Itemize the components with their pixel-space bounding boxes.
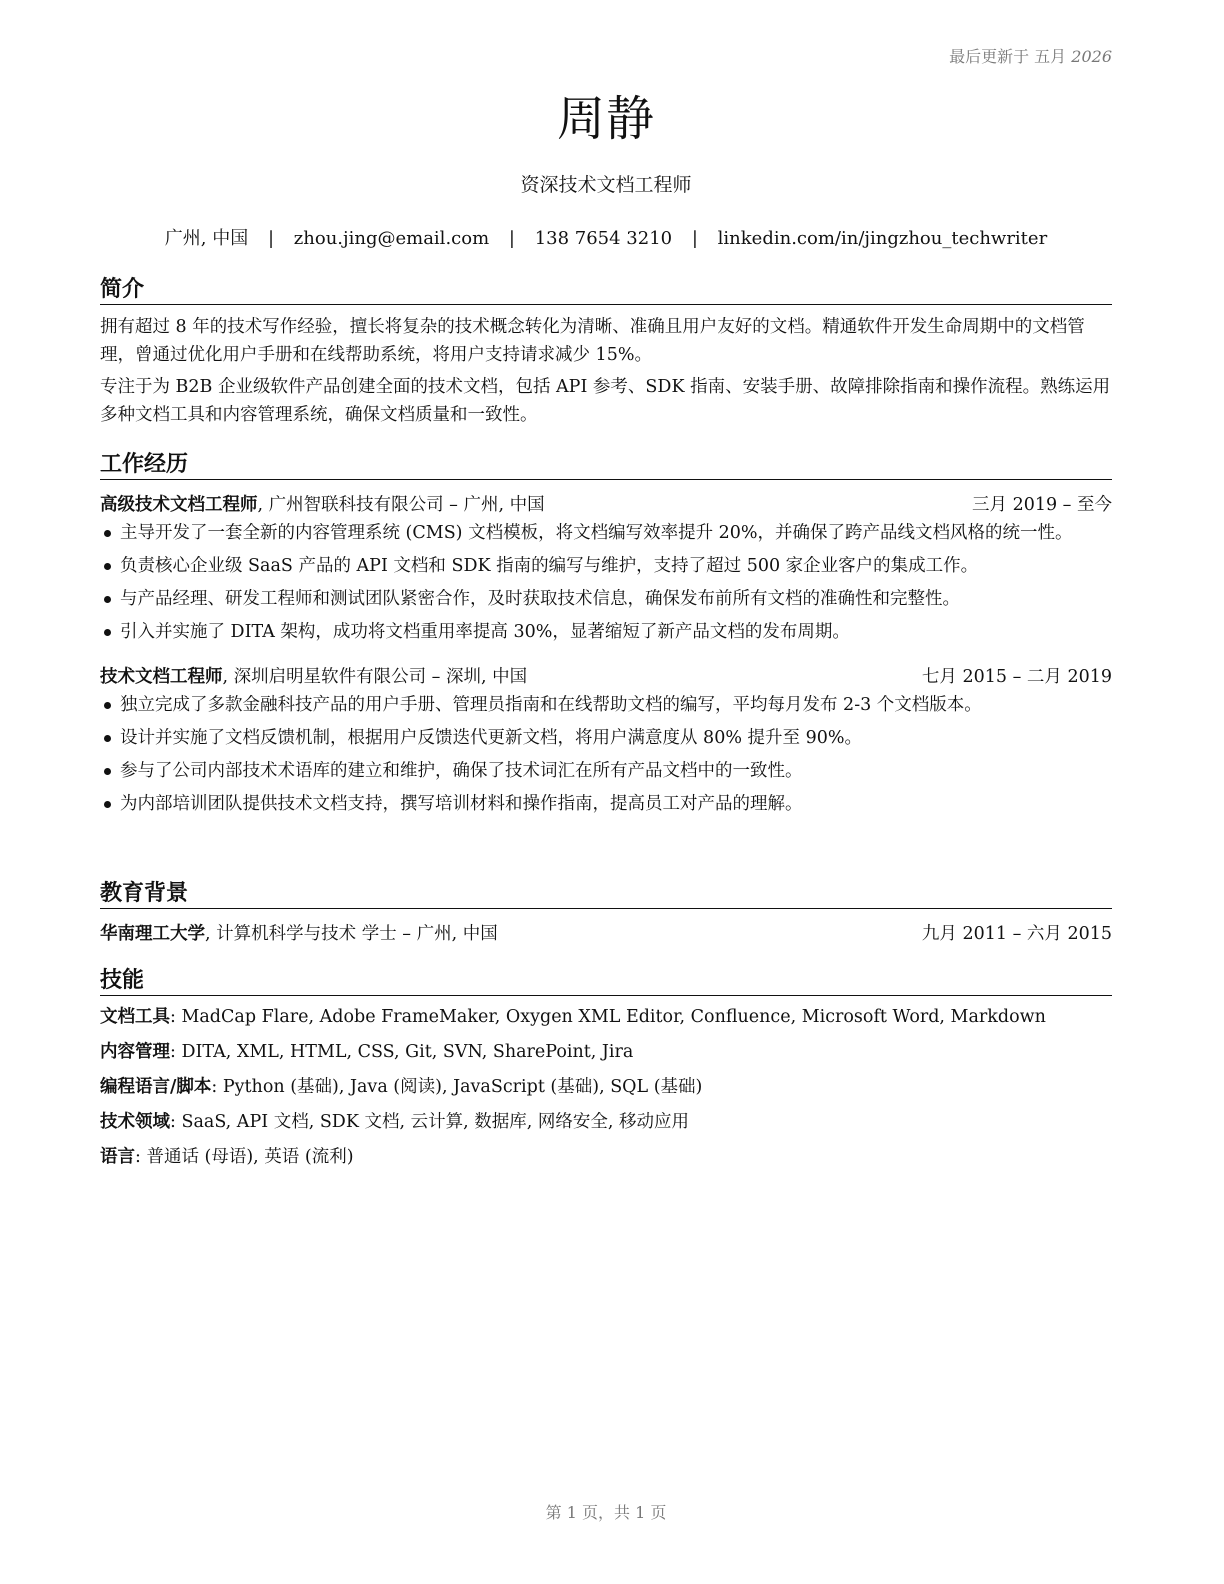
- job-title: 资深技术文档工程师: [520, 174, 692, 196]
- contact-location: 广州, 中国: [164, 228, 249, 249]
- skill-value: : Python (基础), Java (阅读), JavaScript (基础), SQL (基础): [211, 1077, 703, 1097]
- skill-label: 内容管理: [100, 1042, 170, 1062]
- job-bullet: 负责核心企业级 SaaS 产品的 API 文档和 SDK 指南的编写与维护，支持了超过 500 家企业客户的集成工作。: [100, 553, 1112, 580]
- resume-page: [100, 0, 1112, 1584]
- skill-label: 技术领域: [100, 1112, 170, 1132]
- last-updated-label: 最后更新于 五月: [949, 47, 1067, 66]
- skills-heading: 技能: [100, 967, 1112, 996]
- job-bullet: 参与了公司内部技术术语库的建立和维护，确保了技术词汇在所有产品文档中的一致性。: [100, 758, 1112, 785]
- job-entry: [100, 664, 1112, 818]
- education-dates: 九月 2011 – 六月 2015: [921, 924, 1112, 944]
- contact-separator: |: [508, 228, 515, 249]
- skill-line: [100, 1109, 1112, 1136]
- summary-heading: 简介: [100, 276, 1112, 305]
- skills-section: [100, 967, 1112, 1171]
- education-detail: , 计算机科学与技术 学士 – 广州, 中国: [205, 924, 498, 944]
- person-name: 周静: [556, 91, 655, 147]
- summary-paragraph: 拥有超过 8 年的技术写作经验，擅长将复杂的技术概念转化为清晰、准确且用户友好的文档。精通软件开发生命周期中的文档管理，曾通过优化用户手册和在线帮助系统，将用户支持请求减少 15%。: [100, 317, 1085, 365]
- job-role: 高级技术文档工程师: [100, 495, 258, 515]
- job-dates: 三月 2019 – 至今: [972, 495, 1112, 515]
- skill-line: [100, 1144, 1112, 1171]
- job-bullets: [100, 520, 1112, 646]
- job-bullet: 为内部培训团队提供技术文档支持，撰写培训材料和操作指南，提高员工对产品的理解。: [100, 791, 1112, 818]
- skill-line: [100, 1039, 1112, 1066]
- contact-linkedin[interactable]: linkedin.com/in/jingzhou_techwriter: [717, 228, 1048, 249]
- skill-value: : MadCap Flare, Adobe FrameMaker, Oxygen XML Editor, Confluence, Microsoft Word, Markdown: [170, 1007, 1046, 1027]
- contact-line: [100, 224, 1112, 250]
- contact-email[interactable]: zhou.jing@email.com: [293, 228, 490, 249]
- job-role: 技术文档工程师: [100, 667, 223, 687]
- job-company: , 广州智联科技有限公司 – 广州, 中国: [257, 495, 545, 515]
- contact-phone[interactable]: 138 7654 3210: [534, 228, 673, 249]
- job-entry: [100, 492, 1112, 646]
- skill-line: [100, 1074, 1112, 1101]
- job-bullets: [100, 692, 1112, 818]
- last-updated-year: 2026: [1071, 47, 1112, 66]
- contact-separator: |: [267, 228, 275, 249]
- education-section: [100, 880, 1112, 947]
- job-header: [100, 664, 1112, 690]
- contact-separator: |: [691, 228, 698, 249]
- job-dates: 七月 2015 – 二月 2019: [921, 667, 1112, 687]
- job-header: [100, 492, 1112, 518]
- skill-value: : DITA, XML, HTML, CSS, Git, SVN, SharePoint, Jira: [170, 1042, 634, 1062]
- page-number: 第 1 页，共 1 页: [545, 1503, 667, 1522]
- education-school: 华南理工大学: [100, 924, 205, 944]
- job-bullet: 设计并实施了文档反馈机制，根据用户反馈迭代更新文档，将用户满意度从 80% 提升至 90%。: [100, 725, 1112, 752]
- job-bullet: 与产品经理、研发工程师和测试团队紧密合作，及时获取技术信息，确保发布前所有文档的准确性和完整性。: [100, 586, 1112, 613]
- skill-value: : SaaS, API 文档, SDK 文档, 云计算, 数据库, 网络安全, 移动应用: [170, 1112, 689, 1132]
- skill-value: : 普通话 (母语), 英语 (流利): [135, 1147, 354, 1167]
- education-entry: [100, 921, 1112, 947]
- job-bullet: 独立完成了多款金融科技产品的用户手册、管理员指南和在线帮助文档的编写，平均每月发布 2-3 个文档版本。: [100, 692, 1112, 719]
- summary-section: [100, 276, 1112, 429]
- skill-line: [100, 1004, 1112, 1031]
- skill-label: 文档工具: [100, 1007, 170, 1027]
- education-heading: 教育背景: [100, 880, 1112, 909]
- last-updated: [949, 44, 1112, 67]
- skill-label: 编程语言/脚本: [100, 1077, 212, 1097]
- experience-heading: 工作经历: [100, 451, 1112, 480]
- job-company: , 深圳启明星软件有限公司 – 深圳, 中国: [222, 667, 528, 687]
- summary-paragraph: 专注于为 B2B 企业级软件产品创建全面的技术文档，包括 API 参考、SDK 指南、安装手册、故障排除指南和操作流程。熟练运用多种文档工具和内容管理系统，确保文档质量和一致性。: [100, 377, 1111, 425]
- job-bullet: 引入并实施了 DITA 架构，成功将文档重用率提高 30%，显著缩短了新产品文档的发布周期。: [100, 619, 1112, 646]
- job-bullet: 主导开发了一套全新的内容管理系统 (CMS) 文档模板，将文档编写效率提升 20%，并确保了跨产品线文档风格的统一性。: [100, 520, 1112, 547]
- experience-section: [100, 451, 1112, 824]
- skill-label: 语言: [100, 1147, 135, 1167]
